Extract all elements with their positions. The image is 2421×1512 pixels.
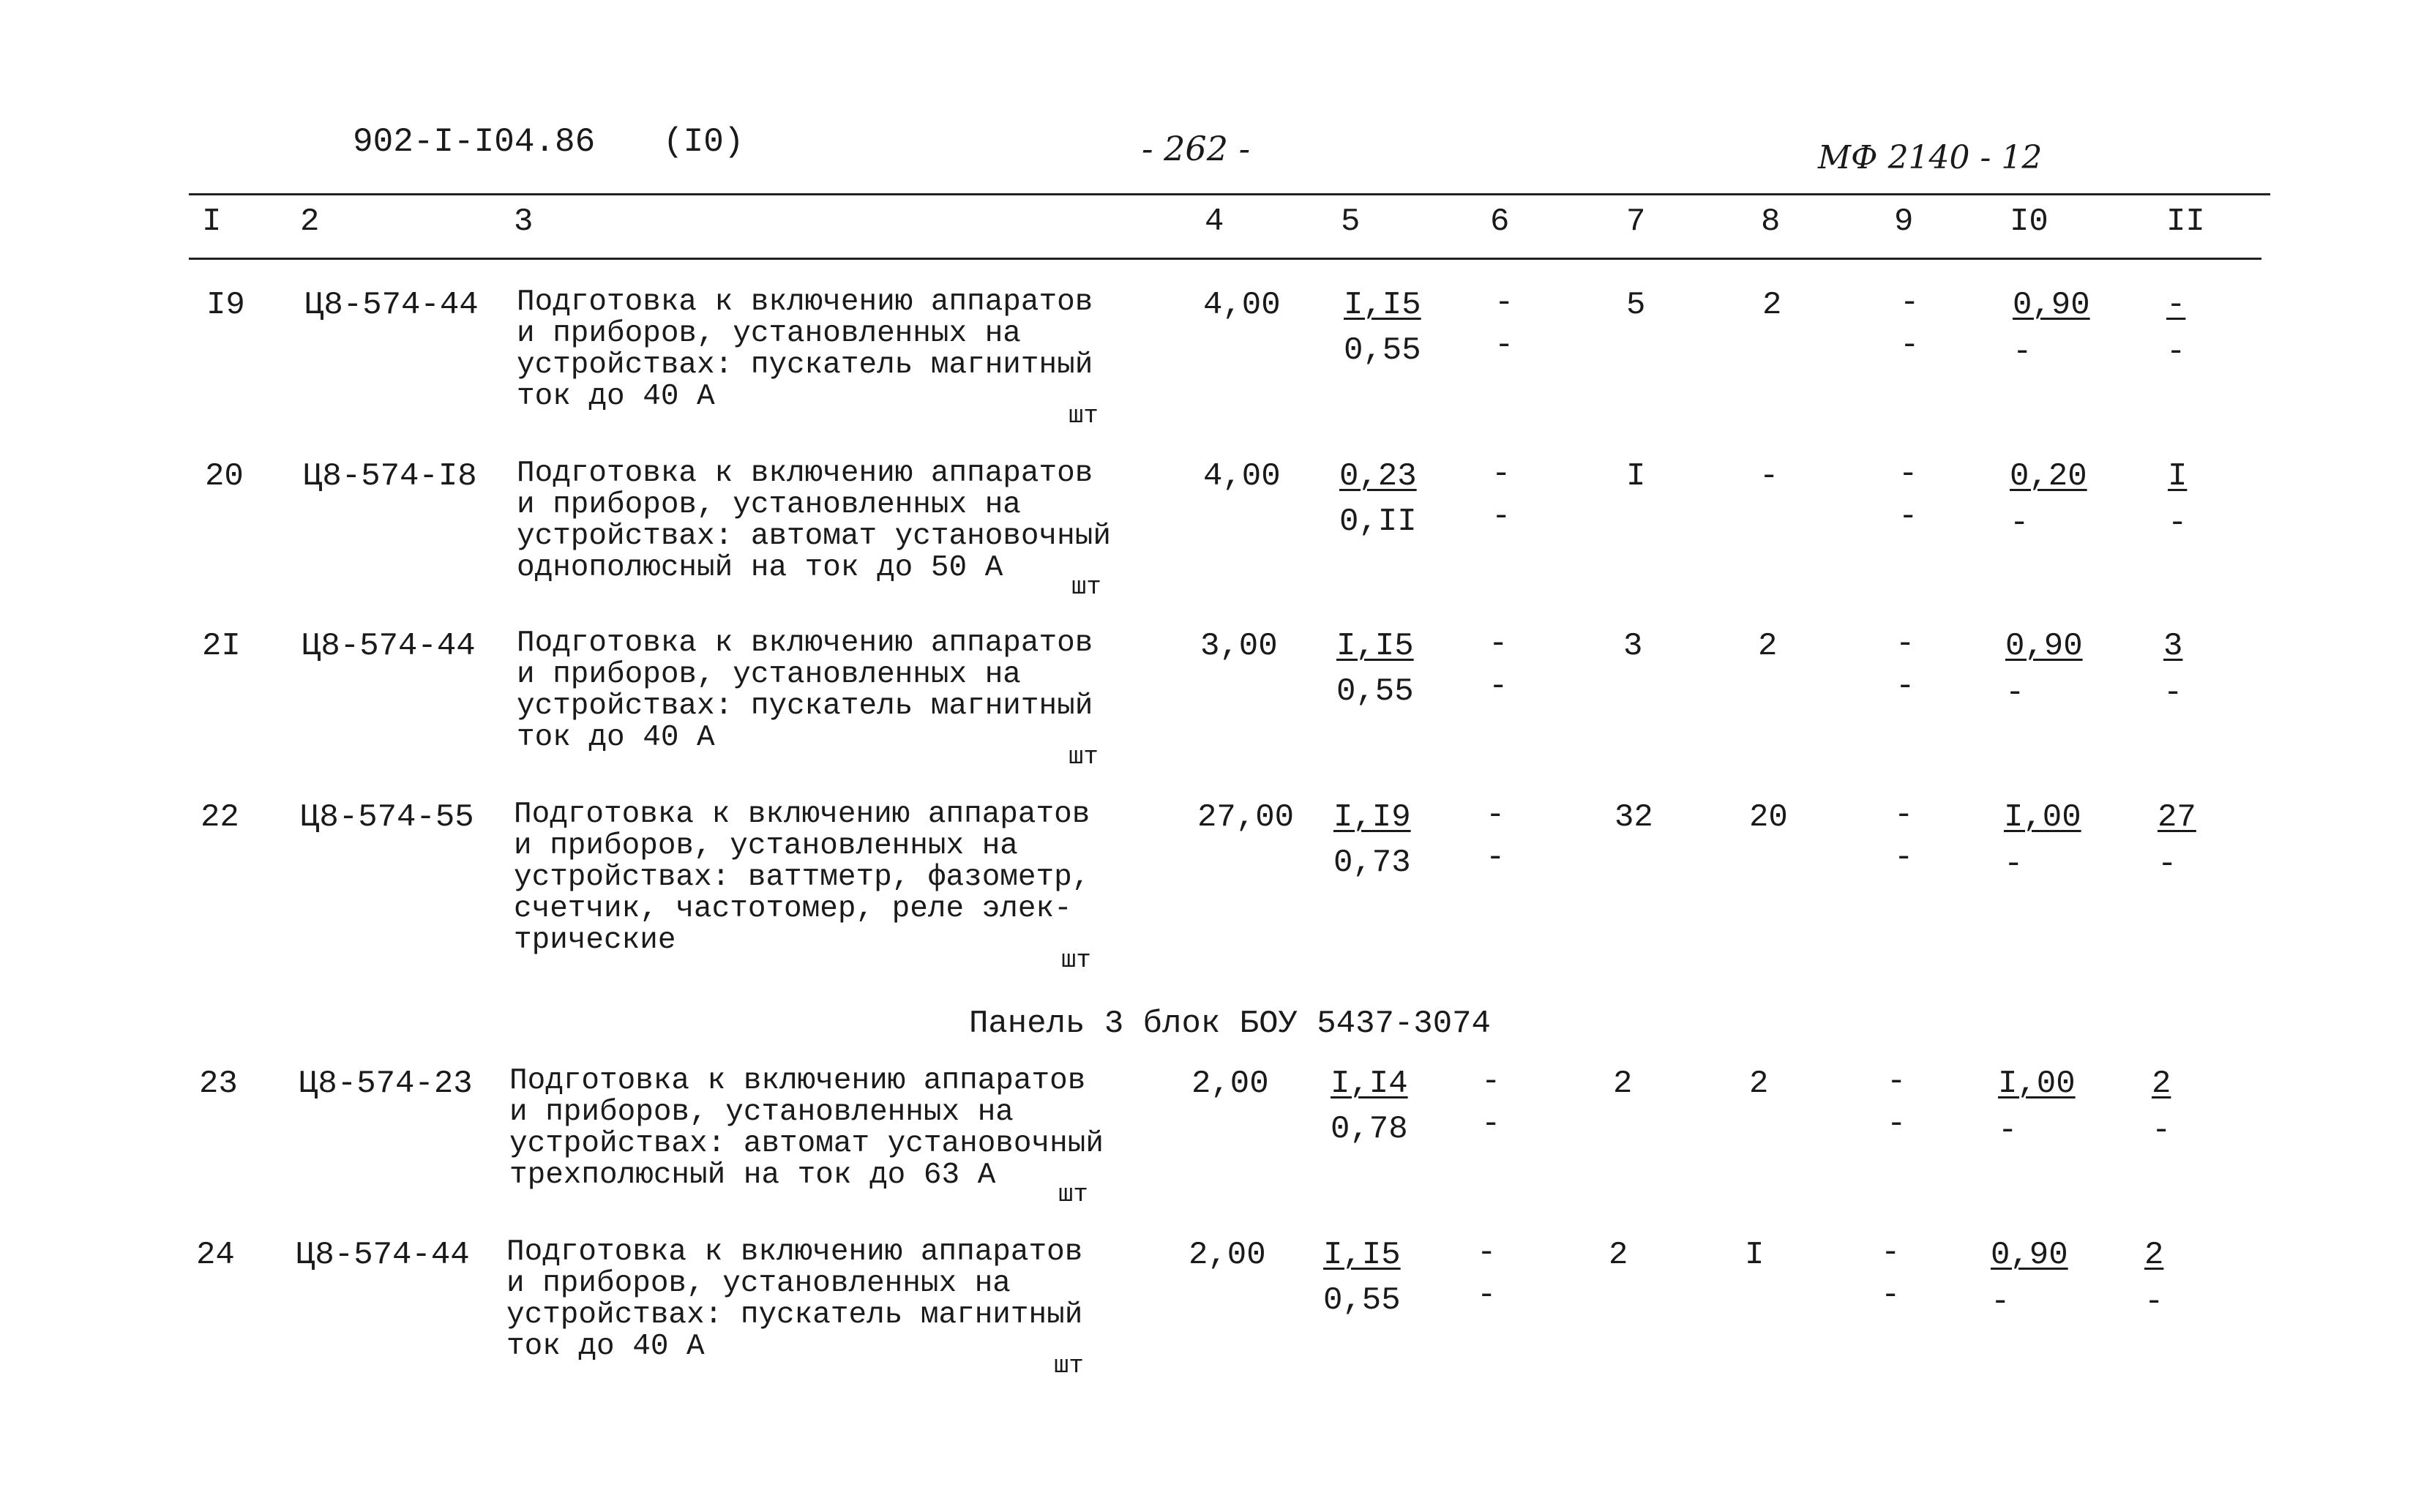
row-number: 2I bbox=[202, 628, 241, 665]
labor-fraction: $\frac{I,I5}{0,55}$ bbox=[1336, 628, 1414, 710]
col11-value: 3 - bbox=[2163, 628, 2183, 711]
column-number: 8 bbox=[1761, 203, 1781, 240]
dash-cell: - - bbox=[1494, 285, 1514, 364]
column-number: I bbox=[202, 203, 222, 240]
unit-label: шт bbox=[1058, 1181, 1088, 1209]
col10-value: 0,20 - bbox=[2010, 458, 2087, 542]
section-title: Панель 3 блок БОУ 5437-3074 bbox=[969, 1006, 1491, 1042]
column-number: 6 bbox=[1490, 203, 1510, 240]
table-top-rule bbox=[189, 193, 2270, 195]
column-number: II bbox=[2166, 203, 2205, 240]
quantity: 2,00 bbox=[1189, 1237, 1266, 1273]
price-code: Ц8-574-I8 bbox=[303, 458, 477, 495]
col8-value: I bbox=[1745, 1237, 1765, 1273]
dash-cell: - - bbox=[1887, 1063, 1907, 1142]
unit-label: шт bbox=[1061, 947, 1091, 975]
col8-value: 2 bbox=[1749, 1066, 1769, 1102]
col7-value: 2 bbox=[1613, 1066, 1633, 1102]
column-number: 5 bbox=[1341, 203, 1361, 240]
col7-value: 5 bbox=[1626, 287, 1646, 323]
dash-cell: - - bbox=[1894, 797, 1914, 876]
quantity: 4,00 bbox=[1203, 287, 1281, 323]
column-number: 9 bbox=[1894, 203, 1914, 240]
column-number: 4 bbox=[1205, 203, 1224, 240]
labor-fraction: $\frac{I,I5}{0,55}$ bbox=[1344, 287, 1421, 369]
dash-cell: - - bbox=[1481, 1063, 1501, 1142]
price-code: Ц8-574-44 bbox=[302, 628, 476, 665]
table-row bbox=[0, 799, 2421, 982]
col10-value: 0,90 - bbox=[2005, 628, 2083, 711]
labor-fraction: $\frac{I,I5}{0,55}$ bbox=[1323, 1237, 1401, 1319]
col11-value: - - bbox=[2166, 287, 2186, 370]
work-description: Подготовка к включению аппаратов и приборов, установленных на устройствах: пускатель магнитный ток до 40 А bbox=[517, 626, 1093, 755]
work-description: Подготовка к включению аппаратов и приборов, установленных на устройствах: ваттметр, фазометр, счетчик, частотомер, реле элек- трические bbox=[514, 798, 1090, 957]
col10-value: I,00 - bbox=[2004, 799, 2081, 883]
dash-cell: - - bbox=[1881, 1235, 1901, 1314]
row-number: I9 bbox=[206, 287, 245, 323]
column-number: 2 bbox=[300, 203, 320, 240]
col11-value: 27 - bbox=[2158, 799, 2196, 883]
labor-fraction: $\frac{0,23}{0,II}$ bbox=[1339, 458, 1417, 540]
col7-value: 32 bbox=[1614, 799, 1653, 836]
col10-value: 0,90 - bbox=[1991, 1237, 2068, 1320]
reference-code: МФ 2140 - 12 bbox=[1818, 139, 2043, 176]
unit-label: шт bbox=[1069, 744, 1099, 771]
table-row bbox=[0, 1063, 2421, 1241]
work-description: Подготовка к включению аппаратов и приборов, установленных на устройствах: автомат установочный трехполюсный на ток до 63 А bbox=[509, 1064, 1104, 1192]
col11-value: I - bbox=[2168, 458, 2188, 542]
col10-value: I,00 - bbox=[1998, 1066, 2076, 1149]
column-number: I0 bbox=[2010, 203, 2048, 240]
table-row bbox=[0, 628, 2421, 804]
dash-cell: - - bbox=[1489, 626, 1508, 705]
quantity: 2,00 bbox=[1191, 1066, 1269, 1102]
price-code: Ц8-574-23 bbox=[299, 1066, 473, 1102]
labor-fraction: $\frac{I,I4}{0,78}$ bbox=[1331, 1066, 1408, 1148]
work-description: Подготовка к включению аппаратов и приборов, установленных на устройствах: пускатель магнитный ток до 40 А bbox=[517, 285, 1093, 413]
document-part: (I0) bbox=[663, 123, 744, 161]
row-number: 23 bbox=[199, 1066, 238, 1102]
column-number: 7 bbox=[1626, 203, 1646, 240]
dash-cell: - - bbox=[1477, 1235, 1497, 1314]
dash-cell: - - bbox=[1896, 626, 1915, 705]
col10-value: 0,90 - bbox=[2013, 287, 2090, 370]
unit-label: шт bbox=[1071, 574, 1101, 602]
col7-value: I bbox=[1626, 458, 1646, 495]
table-header-rule bbox=[189, 258, 2261, 260]
col8-value: 20 bbox=[1749, 799, 1788, 836]
work-description: Подготовка к включению аппаратов и приборов, установленных на устройствах: пускатель магнитный ток до 40 А bbox=[506, 1235, 1083, 1363]
row-number: 20 bbox=[205, 458, 244, 495]
row-number: 22 bbox=[201, 799, 239, 836]
price-code: Ц8-574-44 bbox=[304, 287, 479, 323]
col7-value: 2 bbox=[1609, 1237, 1628, 1273]
col7-value: 3 bbox=[1623, 628, 1643, 665]
quantity: 27,00 bbox=[1197, 799, 1295, 836]
table-row bbox=[0, 1237, 2421, 1412]
row-number: 24 bbox=[196, 1237, 235, 1273]
col8-value: 2 bbox=[1758, 628, 1778, 665]
dash-cell: - - bbox=[1898, 456, 1918, 535]
dash-cell: - - bbox=[1900, 285, 1920, 364]
col8-value: 2 bbox=[1762, 287, 1782, 323]
col8-value: - bbox=[1759, 458, 1779, 495]
col11-value: 2 - bbox=[2152, 1066, 2171, 1149]
column-number: 3 bbox=[514, 203, 534, 240]
price-code: Ц8-574-44 bbox=[296, 1237, 470, 1273]
work-description: Подготовка к включению аппаратов и приборов, установленных на устройствах: автомат установочный однополюсный на ток до 50 А bbox=[517, 457, 1111, 585]
dash-cell: - - bbox=[1492, 456, 1511, 535]
table-row bbox=[0, 287, 2421, 463]
col11-value: 2 - bbox=[2144, 1237, 2164, 1320]
quantity: 4,00 bbox=[1203, 458, 1281, 495]
price-code: Ц8-574-55 bbox=[300, 799, 474, 836]
labor-fraction: $\frac{I,I9}{0,73}$ bbox=[1333, 799, 1411, 881]
unit-label: шт bbox=[1054, 1352, 1084, 1380]
quantity: 3,00 bbox=[1200, 628, 1278, 665]
document-code: 902-I-I04.86 bbox=[353, 123, 596, 161]
table-row bbox=[0, 458, 2421, 634]
page-number: - 262 - bbox=[1142, 129, 1251, 168]
unit-label: шт bbox=[1069, 403, 1099, 430]
dash-cell: - - bbox=[1486, 797, 1505, 876]
